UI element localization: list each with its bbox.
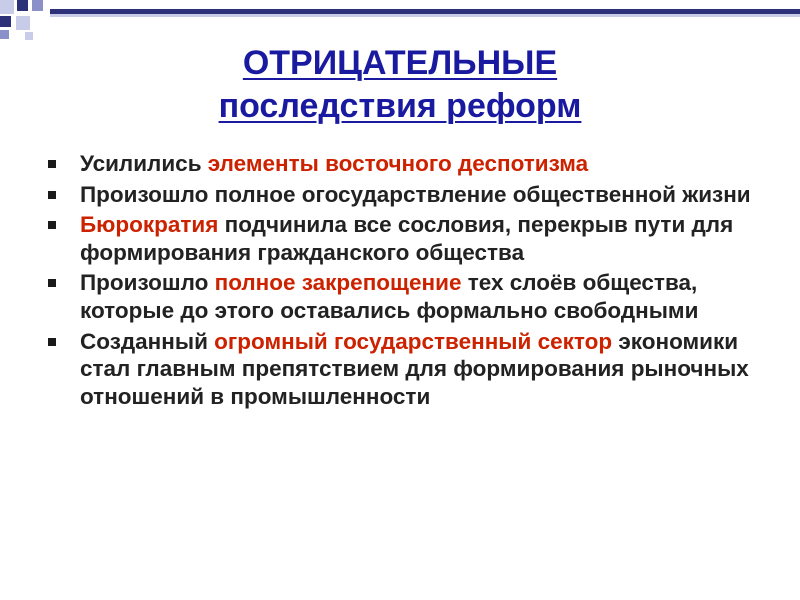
decor-top-bar-shadow bbox=[50, 14, 800, 17]
square-bullet-icon bbox=[48, 221, 56, 229]
bullet-item bbox=[48, 269, 760, 324]
bullet-item bbox=[48, 328, 760, 411]
bullet-text: подчинила все сословия, перекрыв пути для формирования гражданского общества bbox=[80, 212, 740, 265]
slide-title-line-2: последствия реформ bbox=[218, 87, 582, 125]
decor-square bbox=[32, 0, 43, 11]
decor-top-bar bbox=[50, 9, 800, 14]
square-bullet-icon bbox=[48, 338, 56, 346]
slide-title-line-1: ОТРИЦАТЕЛЬНЫЕ bbox=[242, 44, 558, 82]
decor-square bbox=[16, 16, 30, 30]
square-bullet-icon bbox=[48, 279, 56, 287]
decor-square bbox=[0, 16, 11, 27]
bullet-item bbox=[48, 181, 760, 209]
square-bullet-icon bbox=[48, 160, 56, 168]
decor-square bbox=[17, 0, 28, 11]
bullet-highlight-text: Бюрократия bbox=[80, 212, 219, 238]
square-bullet-icon bbox=[48, 191, 56, 199]
bullet-text: Произошло полное огосударствление общественной жизни bbox=[80, 181, 751, 207]
decor-square bbox=[0, 0, 14, 14]
decor-square bbox=[0, 30, 9, 39]
bullet-item bbox=[48, 150, 760, 178]
bullet-list bbox=[48, 150, 760, 413]
bullet-text: Созданный bbox=[80, 328, 215, 354]
slide-title bbox=[0, 42, 800, 128]
bullet-text: экономики стал главным препятствием для формирования рыночных отношений в промышленности bbox=[80, 328, 756, 409]
bullet-highlight-text: огромный государственный сектор bbox=[214, 328, 613, 354]
bullet-text: тех слоёв общества, которые до этого оставались формально свободными bbox=[80, 270, 704, 323]
bullet-highlight-text: элементы восточного деспотизма bbox=[207, 151, 589, 176]
decor-square bbox=[25, 32, 33, 40]
bullet-text: Произошло bbox=[80, 270, 215, 296]
bullet-item bbox=[48, 211, 760, 266]
bullet-highlight-text: полное закрепощение bbox=[214, 270, 462, 296]
bullet-text: Усилились bbox=[80, 151, 208, 176]
